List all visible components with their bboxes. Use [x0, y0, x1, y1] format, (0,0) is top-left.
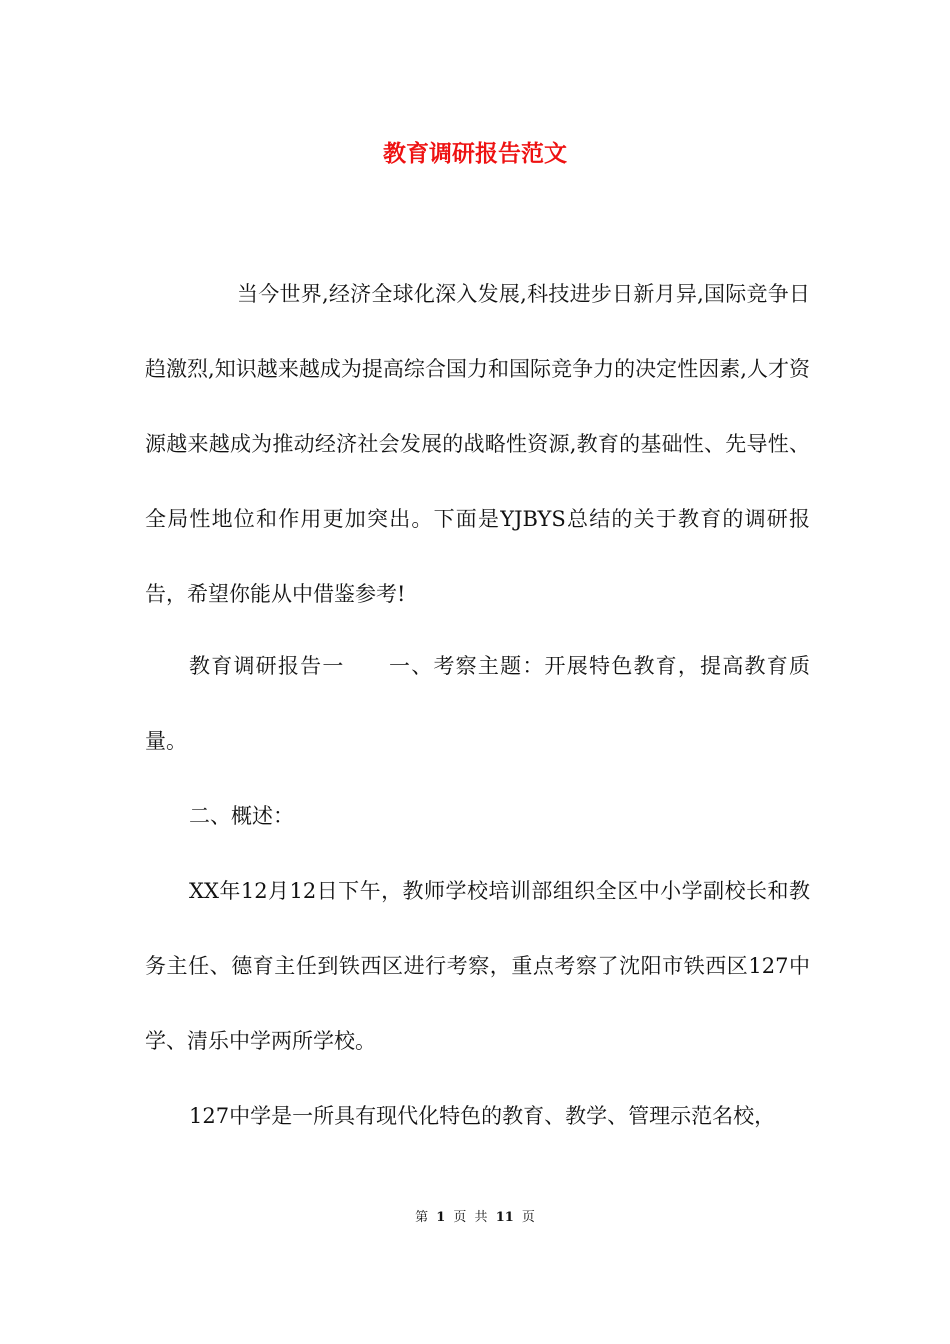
footer-page-number: 1	[436, 1210, 446, 1225]
document-body-section	[145, 629, 810, 1154]
paragraph-report-one: 教育调研报告一 一、考察主题：开展特色教育，提高教育质量。	[145, 654, 810, 753]
document-body	[145, 257, 810, 632]
footer-middle: 页 共	[453, 1210, 488, 1225]
paragraph-overview-heading: 二、概述：	[189, 804, 294, 828]
document-title: 教育调研报告范文	[383, 140, 567, 167]
footer-total-pages: 11	[495, 1210, 514, 1225]
paragraph-overview: XX年12月12日下午，教师学校培训部组织全区中小学副校长和教务主任、德育主任到铁西区进行考察，重点考察了沈阳市铁西区127中学、清乐中学两所学校。	[145, 879, 810, 1053]
paragraph-school-127: 127中学是一所具有现代化特色的教育、教学、管理示范名校，	[189, 1104, 776, 1128]
footer-suffix: 页	[521, 1210, 535, 1225]
page-footer	[0, 1206, 950, 1225]
paragraph-intro: 当今世界,经济全球化深入发展,科技进步日新月异,国际竞争日趋激烈,知识越来越成为提高综合国力和国际竞争力的决定性因素,人才资源越来越成为推动经济社会发展的战略性资源,教育的基础性、先导性、全局性地位和作用更加突出。下面是YJBYS总结的关于教育的调研报告，希望你能从中借鉴参考!	[145, 282, 810, 606]
footer-prefix: 第	[415, 1210, 429, 1225]
